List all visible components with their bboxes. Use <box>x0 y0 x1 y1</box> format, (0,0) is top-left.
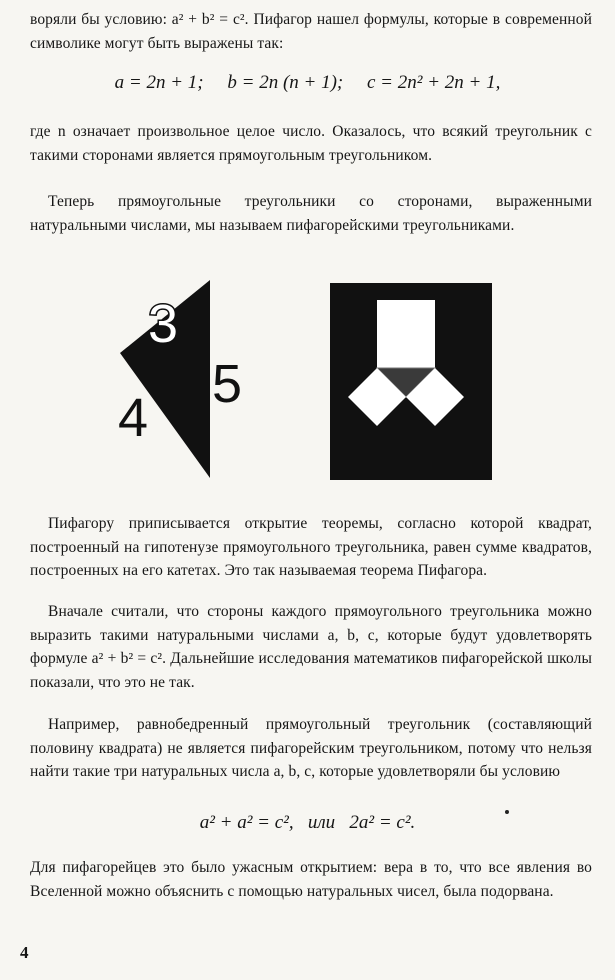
white-square-top <box>377 300 435 368</box>
formula-pythagoras-sides: a = 2n + 1; b = 2n (n + 1); c = 2n² + 2n + 1, <box>114 72 501 93</box>
paragraph-conclusion: Для пифагорейцев это было ужасным открытием: вера в то, что все явления во Вселенной можно объяснить с помощью натуральных чисел, была подорвана. <box>30 859 592 900</box>
page-number: 4 <box>20 943 29 962</box>
label-side-5: 5 <box>212 354 243 414</box>
formula-isosceles: a² + a² = c², или 2a² = c². <box>199 812 416 833</box>
label-side-3: 3 <box>148 294 179 354</box>
squares-theorem-figure <box>330 283 492 480</box>
paragraph-natural-numbers: Вначале считали, что стороны каждого прямоугольного треугольника можно выразить такими натуральными числами a, b, c, которые будут удовлетворять формуле a² + b² = c². Дальнейшие исследования математиков пифагорейской школы показали, что это не так. <box>30 603 592 691</box>
paragraph-theorem: Пифагору приписывается открытие теоремы, согласно которой квадрат, построенный на гипотенузе прямоугольного треугольника, равен сумме квадратов, построенных на его катетах. Это так называемая теорема Пифагора. <box>30 515 592 579</box>
paragraph-arbitrary-integer: где n означает произвольное целое число. Оказалось, что всякий треугольник с такими сторонами является прямоугольным треугольником. <box>30 123 592 164</box>
paragraph-isosceles-example: Например, равнобедренный прямоугольный треугольник (составляющий половину квадрата) не является пифагорейским треугольником, потому что нельзя найти такие три натуральных числа a, b, c, которые удовлетворяли бы условию <box>30 716 592 780</box>
paragraph-pythagorean-triangles: Теперь прямоугольные треугольники со сторонами, выраженными натуральными числами, мы называем пифагорейскими треугольниками. <box>30 193 592 234</box>
print-speck <box>505 810 509 814</box>
paragraph-intro: воряли бы условию: a² + b² = c². Пифагор нашел формулы, которые в современной символике могут быть выражены так: <box>30 11 592 52</box>
triangle-345-figure <box>110 278 260 478</box>
label-side-4: 4 <box>118 388 149 448</box>
